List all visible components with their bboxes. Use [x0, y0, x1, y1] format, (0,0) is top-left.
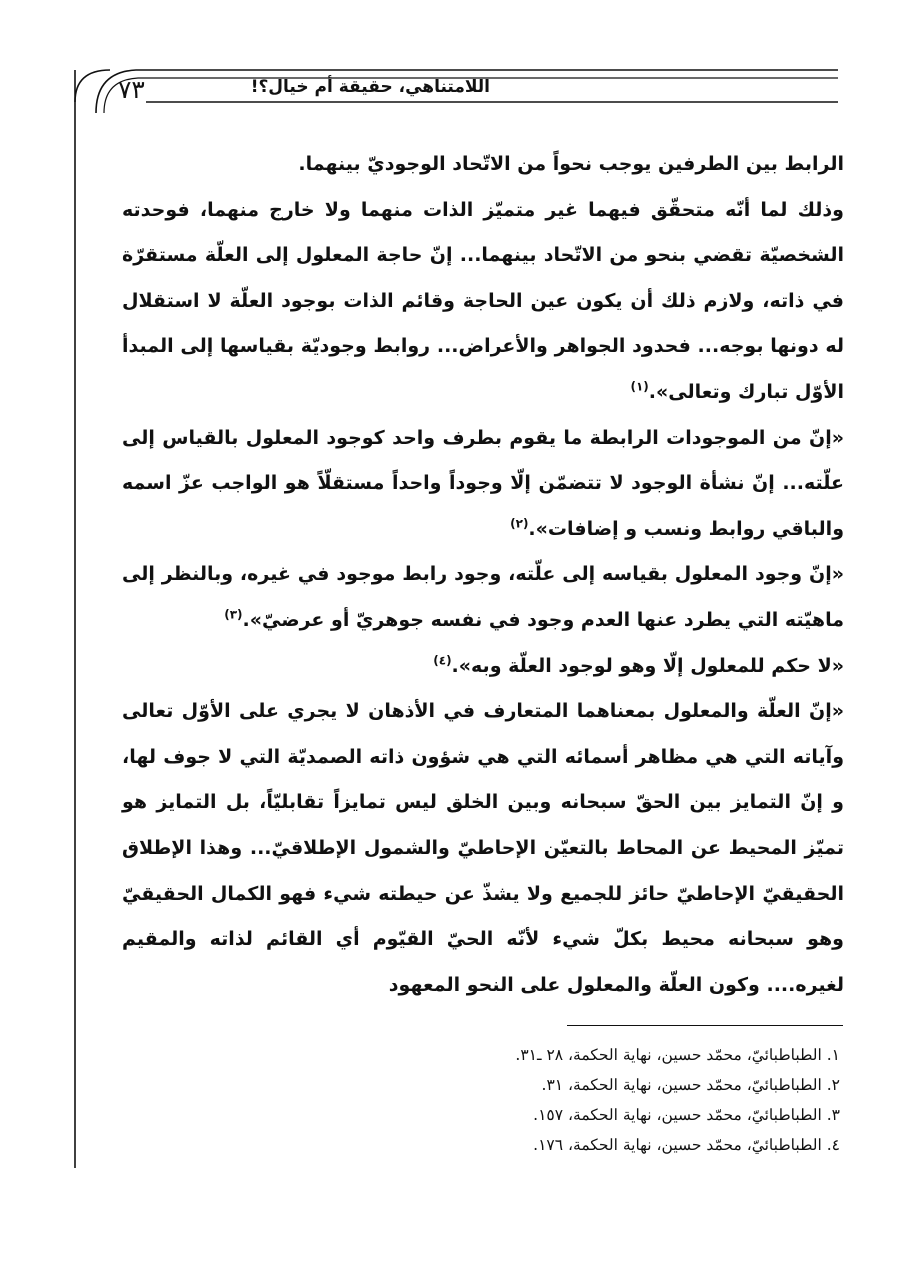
paragraph-text: الرابط بين الطرفين يوجب نحواً من الاتّحاد الوجوديّ بينهما.	[298, 153, 844, 175]
paragraph	[122, 188, 844, 416]
paragraph-text: «إنّ العلّة والمعلول بمعناهما المتعارف في الأذهان لا يجري على الأوّل تعالى وآياته التي هي مظاهر أسمائه التي هي شؤون ذاته الصمديّة التي لا جوف لها، و إنّ التمايز بين الحقّ سبحانه وبين الخلق ليس تمايزاً تقابليّاً، بل التمايز هو تميّز المحيط عن المحاط بالتعيّن الإحاطيّ والشمول الإطلاقيّ... وهذا الإطلاق الحقيقيّ الإحاطيّ حائز للجميع ولا يشذّ عن حيطته شيء فهو الكمال الحقيقيّ وهو سبحانه محيط بكلّ شيء لأنّه الحيّ القيّوم أي القائم لذاته والمقيم لغيره.... وكون العلّة والمعلول على النحو المعهود	[122, 700, 844, 996]
running-title: اللامتناهي، حقيقة أم خيال؟!	[250, 77, 490, 97]
paragraph-text: «إنّ من الموجودات الرابطة ما يقوم بطرف واحد كوجود المعلول بالقياس إلى علّته... إنّ نشأة الوجود لا تتضمّن إلّا وجوداً واحداً مستقلّاً هو الواجب عزّ اسمه والباقي روابط ونسب و إضافات».	[122, 426, 844, 540]
paragraph	[122, 142, 844, 188]
body-text	[122, 142, 844, 1008]
paragraph	[122, 416, 844, 553]
footnote-separator	[567, 1025, 843, 1026]
footnote-ref: (٢)	[510, 516, 529, 531]
paragraph-text: وذلك لما أنّه متحقّق فيهما غير متميّز الذات منهما ولا خارج منهما، فوحدته الشخصيّة تقضي بنحو من الاتّحاد بينهما... إنّ حاجة المعلول إلى العلّة مستقرّة في ذاته، ولازم ذلك أن يكون عين الحاجة وقائم الذات بوجود العلّة لا استقلال له دونها بوجه... فحدود الجواهر والأعراض... روابط وجوديّة بقياسها إلى المبدأ الأوّل تبارك وتعالى».	[122, 198, 844, 403]
footnote-ref: (١)	[630, 379, 649, 394]
paragraph-text: «إنّ وجود المعلول بقياسه إلى علّته، وجود رابط موجود في غيره، وبالنظر إلى ماهيّته التي يطرد عنها العدم وجود في نفسه جوهريّ أو عرضيّ».	[122, 563, 844, 631]
page-number: ٧٣	[118, 75, 145, 104]
footnotes	[300, 1040, 840, 1160]
paragraph	[122, 552, 844, 643]
paragraph	[122, 689, 844, 1008]
footnote: ٣. الطباطبائيّ، محمّد حسين، نهاية الحكمة، ١٥٧.	[533, 1106, 840, 1124]
footnote-ref: (٣)	[224, 607, 243, 622]
footnote: ٤. الطباطبائيّ، محمّد حسين، نهاية الحكمة، ١٧٦.	[533, 1136, 840, 1154]
footnote-ref: (٤)	[433, 653, 452, 668]
footnote: ١. الطباطبائيّ، محمّد حسين، نهاية الحكمة، ٢٨ ـ٣١.	[515, 1046, 840, 1064]
paragraph	[122, 644, 844, 690]
footnote: ٢. الطباطبائيّ، محمّد حسين، نهاية الحكمة، ٣١.	[541, 1076, 840, 1094]
paragraph-text: «لا حكم للمعلول إلّا وهو لوجود العلّة وبه».	[451, 654, 844, 677]
